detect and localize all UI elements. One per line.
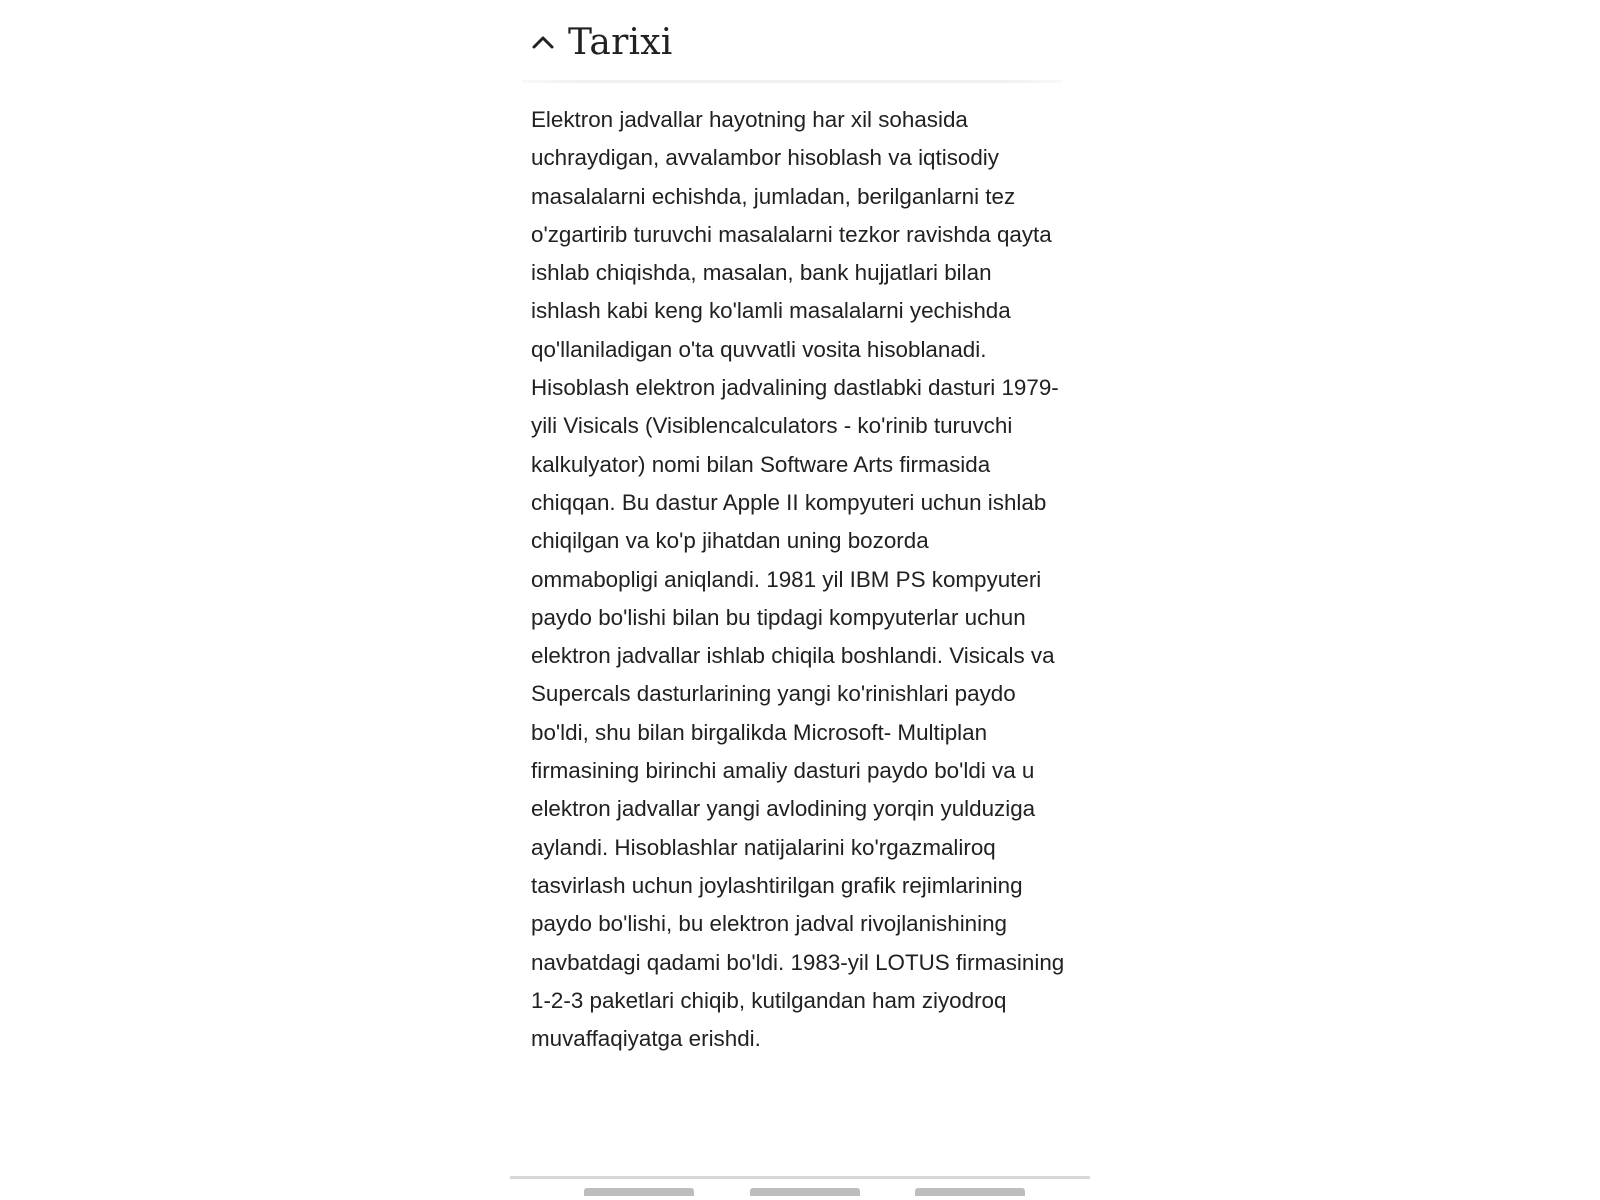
toolbar-tab-1[interactable] bbox=[584, 1188, 694, 1196]
toolbar-divider bbox=[510, 1176, 1090, 1179]
section-toggle-header[interactable] bbox=[530, 18, 672, 66]
bottom-toolbar bbox=[510, 1176, 1090, 1200]
section-divider bbox=[522, 80, 1062, 83]
chevron-up-icon[interactable] bbox=[530, 29, 556, 55]
section-title: Tarixi bbox=[568, 21, 673, 63]
toolbar-tab-3[interactable] bbox=[915, 1188, 1025, 1196]
toolbar-tab-2[interactable] bbox=[750, 1188, 860, 1196]
section-paragraph: Elektron jadvallar hayotning har xil sohasida uchraydigan, avvalambor hisoblash va iqtisodiy masalalarni echishda, jumladan, berilganlarni tez o'zgartirib turuvchi masalalarni tezkor ravishda qayta ishlab chiqishda, masalan, bank hujjatlari bilan ishlash kabi keng ko'lamli masalalarni yechishda qo'llaniladigan o'ta quvvatli vosita hisoblanadi. Hisoblash elektron jadvalining dastlabki dasturi 1979- yili Visicals (Visiblencalculators - ko'rinib turuvchi kalkulyator) nomi bilan Software Arts firmasida chiqqan. Bu dastur Apple II kompyuteri uchun ishlab chiqilgan va ko'p jihatdan uning bozorda ommabopligi aniqlandi. 1981 yil IBM PS kompyuteri paydo bo'lishi bilan bu tipdagi kompyuterlar uchun elektron jadvallar ishlab chiqila boshlandi. Visicals va Supercals dasturlarining yangi ko'rinishlari paydo bo'ldi, shu bilan birgalikda Microsoft- Multiplan firmasining birinchi amaliy dasturi paydo bo'ldi va u elektron jadvallar yangi avlodining yorqin yulduziga aylandi. Hisoblashlar natijalarini ko'rgazmaliroq tasvirlash uchun joylashtirilgan grafik rejimlarining paydo bo'lishi, bu elektron jadval rivojlanishining navbatdagi qadami bo'ldi. 1983-yil LOTUS firmasining 1-2-3 paketlari chiqib, kutilgandan ham ziyodroq muvaffaqiyatga erishdi. bbox=[531, 107, 1065, 1052]
